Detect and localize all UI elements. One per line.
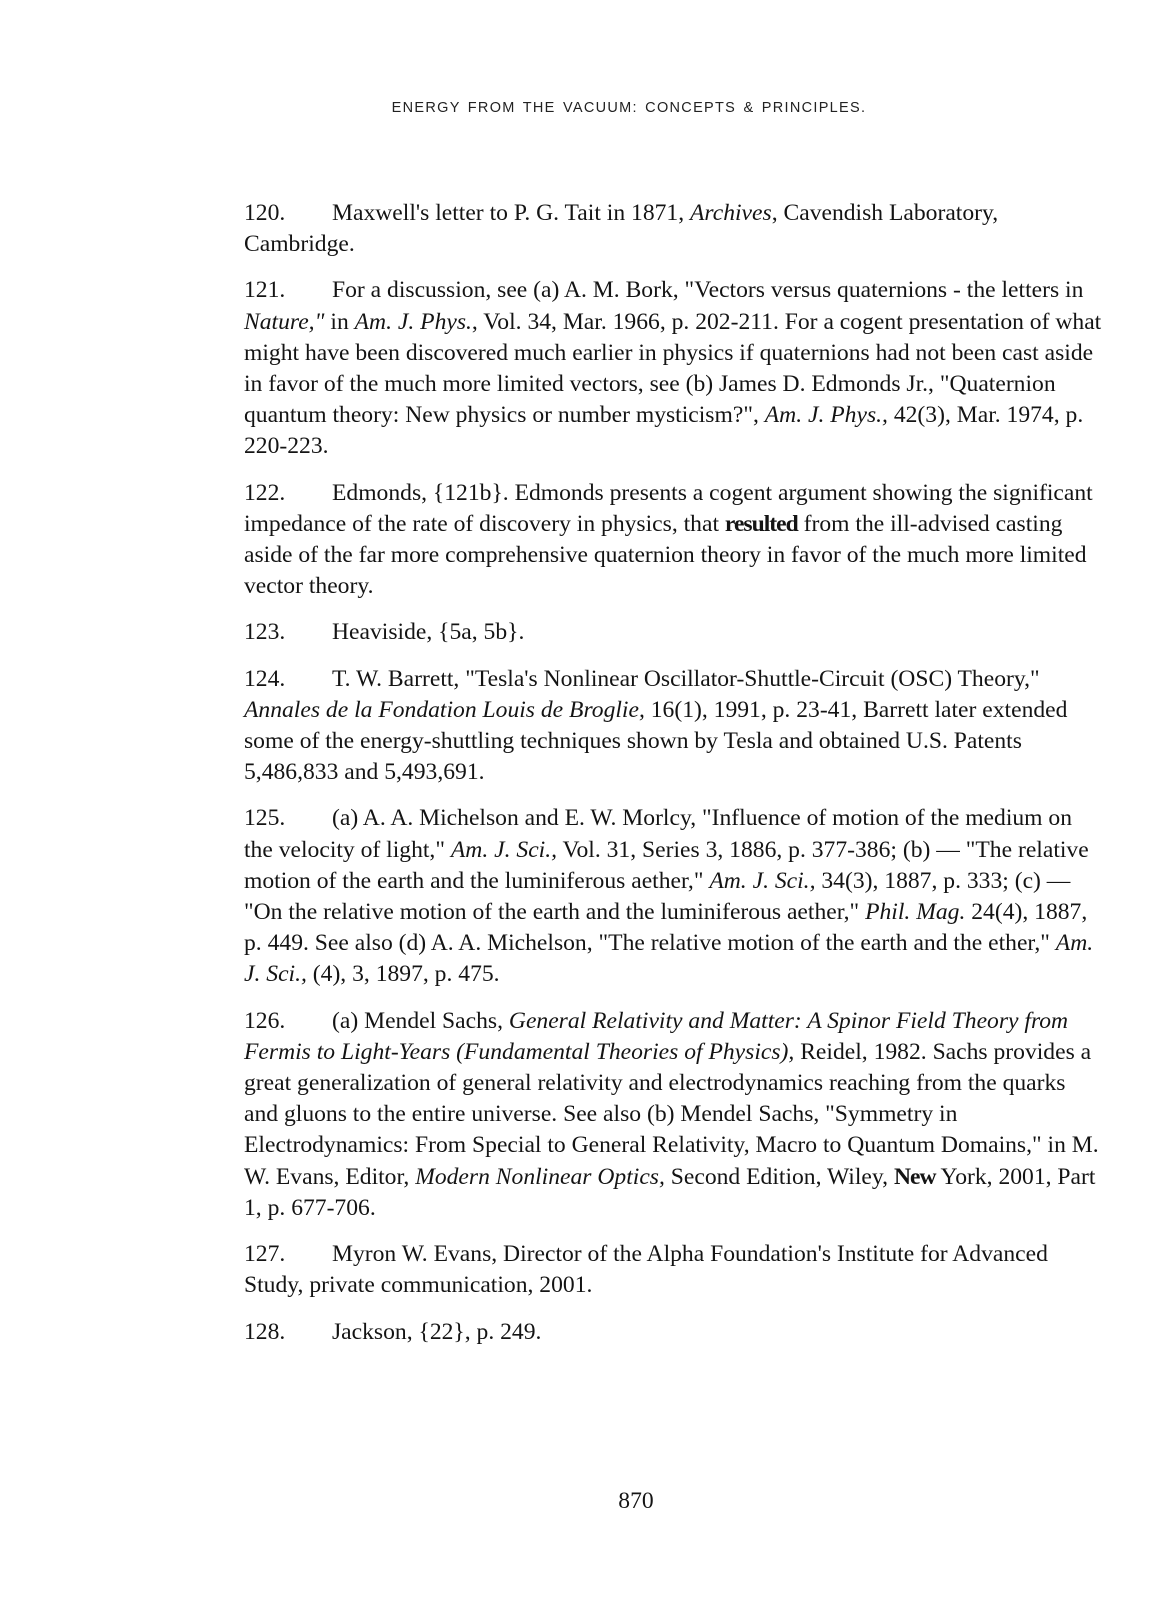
- citation-title: Archives: [690, 200, 772, 226]
- endnote-text: , Cavendish Laboratory, Cambridge.: [244, 200, 999, 258]
- endnote-number: 120.: [244, 200, 286, 226]
- endnote-text: from the ill-advised casting aside of the far more comprehensive quaternion theory in favor of the much more limited vector theory.: [244, 510, 1087, 600]
- endnote-122: [244, 478, 1104, 603]
- endnote-123: [244, 617, 1104, 648]
- bold-text: resulted: [724, 510, 798, 537]
- endnote-126: [244, 1006, 1104, 1224]
- endnote-text: (a) A. A. Michelson and E. W. Morlcy, "Influence of motion of the medium on the velocity of light,": [244, 805, 1073, 863]
- page-number: 870: [618, 1488, 654, 1514]
- endnote-text: (a) Mendel Sachs,: [332, 1007, 509, 1034]
- endnote-number: 128.: [244, 1318, 286, 1345]
- endnote-text: 16(1), 1991, p. 23-41, Barrett later extended some of the energy-shuttling techniques shown by Tesla and obtained U.S. Patents 5,486,833 and 5,493,691.: [244, 696, 1068, 786]
- endnote-text: 24(4), 1887, p. 449. See also (d) A. A. Michelson, "The relative motion of the earth and the ether,": [244, 899, 1088, 957]
- citation-title: Nature,": [244, 308, 325, 335]
- endnote-text: (4), 3, 1897, p. 475.: [306, 961, 500, 988]
- endnote-text: , Vol. 34, Mar. 1966, p. 202-211. For a cogent presentation of what might have been discovered much earlier in physics if quaternions had not been cast aside in favor of the much more limited vectors, see (b) James D. Edmonds Jr., "Quaternion quantum theory: New physics or number mysticism?",: [244, 308, 1102, 429]
- bold-text: New: [893, 1163, 936, 1190]
- citation-title: Am. J. Sci.,: [709, 867, 816, 894]
- endnote-number: 122.: [244, 479, 286, 506]
- endnote-text: 42(3), Mar. 1974, p. 220-223.: [244, 402, 1084, 460]
- endnote-text: 34(3), 1887, p. 333; (c) — "On the relative motion of the earth and the luminiferous aether,": [244, 867, 1071, 926]
- citation-title: Am. J. Phys.: [354, 308, 472, 335]
- endnote-text: Reidel, 1982. Sachs provides a great generalization of general relativity and electrodynamics reaching from the quarks and gluons to the entire universe. See also (b) Mendel Sachs, "Symmetry in Electrodynamics: From Special to General Relativity, Macro to Quantum Domains," in M. W. Evans, Editor,: [244, 1038, 1099, 1190]
- endnote-text: Vol. 31, Series 3, 1886, p. 377-386; (b) — "The relative motion of the earth and the luminiferous aether,": [244, 836, 1089, 894]
- endnote-number: 121.: [244, 277, 286, 304]
- citation-title: Phil. Mag.: [865, 899, 966, 926]
- endnote-121: [244, 275, 1104, 462]
- endnote-127: [244, 1239, 1104, 1301]
- endnote-text: York, 2001, Part 1, p. 677-706.: [244, 1163, 1096, 1221]
- citation-title: Annales de la Fondation Louis de Broglie,: [244, 696, 645, 723]
- citation-title: Am. J. Sci.,: [450, 836, 558, 863]
- endnote-124: [244, 664, 1104, 789]
- citation-title: Am. J. Phys.,: [764, 402, 888, 429]
- running-header: ENERGY FROM THE VACUUM: CONCEPTS & PRINCIPLES.: [391, 100, 867, 116]
- endnote-120: [244, 198, 1104, 260]
- endnote-text: Jackson, {22}, p. 249.: [332, 1318, 542, 1345]
- endnote-number: 123.: [244, 619, 286, 646]
- endnote-128: [244, 1317, 1104, 1348]
- endnote-text: in: [324, 308, 355, 335]
- endnote-text: Edmonds, {121b}. Edmonds presents a cogent argument showing the significant impedance of the rate of discovery in physics, that: [244, 479, 1093, 537]
- endnote-number: 126.: [244, 1007, 286, 1034]
- citation-title: Am. J. Sci.,: [244, 930, 1094, 988]
- endnote-number: 127.: [244, 1241, 286, 1268]
- endnote-number: 124.: [244, 665, 286, 692]
- endnote-text: Myron W. Evans, Director of the Alpha Foundation's Institute for Advanced Study, private communication, 2001.: [244, 1241, 1048, 1299]
- endnotes-list: [244, 198, 1104, 1363]
- endnote-text: For a discussion, see (a) A. M. Bork, "Vectors versus quaternions - the letters in: [332, 277, 1084, 304]
- endnote-text: Second Edition, Wiley,: [664, 1163, 894, 1190]
- citation-title: General Relativity and Matter: A Spinor Field Theory from Fermis to Light-Years (Fundamental Theories of Physics),: [244, 1007, 1069, 1065]
- endnote-text: T. W. Barrett, "Tesla's Nonlinear Oscillator-Shuttle-Circuit (OSC) Theory,": [332, 665, 1040, 692]
- citation-title: Modern Nonlinear Optics,: [415, 1163, 665, 1190]
- endnote-text: Heaviside, {5a, 5b}.: [332, 619, 525, 646]
- endnote-125: [244, 803, 1104, 990]
- endnote-text: Maxwell's letter to P. G. Tait in 1871,: [332, 200, 691, 226]
- endnote-number: 125.: [244, 805, 286, 832]
